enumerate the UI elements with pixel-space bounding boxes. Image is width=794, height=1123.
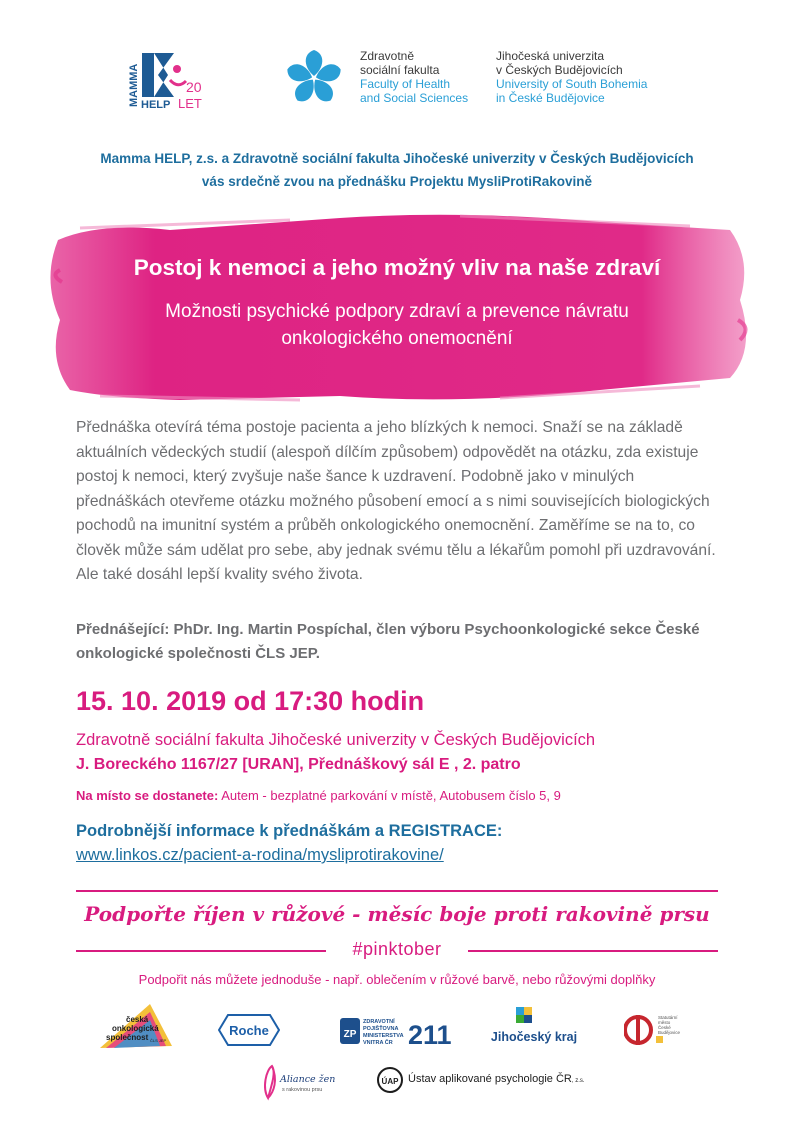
help-word: HELP	[141, 99, 171, 111]
vzp-line: ZDRAVOTNÍ	[363, 1019, 395, 1025]
access-label: Na místo se dostanete:	[76, 788, 219, 803]
vzp-logo	[340, 1014, 460, 1048]
faculty-name	[360, 49, 490, 105]
event-address: J. Boreckého 1167/27 [URAN], Přednáškový sál E , 2. patro	[76, 756, 521, 773]
uap-suffix: , z.s.	[571, 1078, 585, 1084]
aliance-line: Aliance žen	[280, 1074, 336, 1085]
city-line: České	[658, 1025, 671, 1030]
faculty-line: and Social Sciences	[360, 91, 469, 105]
university-line: v Českých Budějovicích	[496, 63, 623, 77]
event-venue: Zdravotně sociální fakulta Jihočeské univerzity v Českých Budějovicích	[76, 731, 596, 749]
cos-word: společnost	[106, 1033, 149, 1042]
vzp-number: 211	[408, 1020, 452, 1048]
access-info	[76, 788, 561, 803]
cos-logo	[98, 1000, 174, 1052]
faculty-line: Zdravotně	[360, 49, 415, 63]
registration-title: Podrobnější informace k přednáškám a REGISTRACE:	[76, 822, 503, 840]
jck-logo	[484, 1006, 584, 1050]
vzp-line: POJIŠŤOVNA	[363, 1026, 399, 1032]
divider-top	[76, 890, 718, 892]
cos-word: onkologická	[112, 1024, 159, 1033]
lecture-title: Postoj k nemoci a jeho možný vliv na naše zdraví	[133, 255, 661, 280]
campaign-hashtag: #pinktober	[352, 939, 442, 959]
city-line: Statutární	[658, 1015, 678, 1020]
vzp-line: MINISTERSTVA	[363, 1033, 404, 1039]
years-label: LET	[178, 96, 202, 111]
jck-word: Jihočeský kraj	[490, 1030, 578, 1044]
campaign-slogan: Podpořte říjen v růžové - měsíc boje proti rakovině prsu	[84, 902, 710, 926]
cos-word: česká	[126, 1015, 149, 1024]
registration-link[interactable]: www.linkos.cz/pacient-a-rodina/mysliprotirakovine/	[76, 846, 444, 864]
intro-line: vás srdečně zvou na přednášku Projektu MysliProtiRakovině	[201, 174, 593, 189]
aliance-line: s rakovinou prsu	[282, 1087, 323, 1093]
mamma-word: MAMMA	[128, 63, 140, 107]
uap-mark: ÚAP	[381, 1077, 399, 1086]
lecturer-info: Přednášející: PhDr. Ing. Martin Pospíchal, člen výboru Psychoonkologické sekce České onkologické společnosti ČLS JEP.	[76, 621, 700, 662]
campaign-note: Podpořit nás můžete jednoduše - např. oblečením v růžové barvě, nebo růžovými doplňky	[138, 972, 656, 987]
lecture-description: Přednáška otevírá téma postoje pacienta a jeho blízkých k nemoci. Snaží se na základě aktuálních vědeckých studií (alespoň dílčím způsobem) odpovědět na otázku, zda existuje postoj k nemoci, který zvyšuje naše šance k uzdravení. Podobně jako v minulých přednáškách otevřeme otázku možného působení emocí a s nimi souvisejících biologických pochodů na imunitní systém a průběh onkologického onemocnění. Zaměříme se na to, co člověk může sám udělat pro sebe, aby jednak svému tělu a lékařům pomohl při uzdravování. Ale také dosáhl lepší kvality svého života.	[76, 419, 716, 583]
roche-logo	[218, 1013, 280, 1047]
faculty-line: sociální fakulta	[360, 63, 440, 77]
vzp-line: VNITRA ČR	[363, 1040, 393, 1046]
mamma-help-logo	[128, 45, 218, 111]
city-line: město	[658, 1020, 671, 1025]
faculty-line: Faculty of Health	[360, 77, 451, 91]
uap-logo	[376, 1066, 596, 1094]
svg-text:ZP: ZP	[343, 1029, 357, 1040]
university-line: in České Budějovice	[496, 91, 605, 105]
uap-name: Ústav aplikované psychologie ČR	[408, 1073, 572, 1085]
roche-word: Roche	[229, 1023, 269, 1038]
statutory-city-logo	[624, 1012, 684, 1048]
access-text: Autem - bezplatné parkování v místě, Autobusem číslo 5, 9	[218, 788, 561, 803]
city-line: Budějovice	[658, 1030, 681, 1035]
uap-name-wrap	[408, 1073, 585, 1085]
university-line: University of South Bohemia	[496, 77, 648, 91]
jcu-flower-logo	[282, 46, 346, 110]
event-datetime: 15. 10. 2019 od 17:30 hodin	[76, 686, 425, 716]
intro-line: Mamma HELP, z.s. a Zdravotně sociální fakulta Jihočeské univerzity v Českých Budějovicích	[100, 151, 694, 166]
invitation-intro	[0, 147, 794, 193]
aliance-zen-logo	[258, 1062, 342, 1102]
university-name	[496, 49, 696, 105]
years-number: 20	[186, 79, 202, 95]
cos-suffix: ČLS JEP	[150, 1038, 167, 1043]
university-line: Jihočeská univerzita	[496, 49, 605, 63]
lecture-subtitle: Možnosti psychické podpory zdraví a prevence návratu onkologického onemocnění	[165, 301, 629, 349]
